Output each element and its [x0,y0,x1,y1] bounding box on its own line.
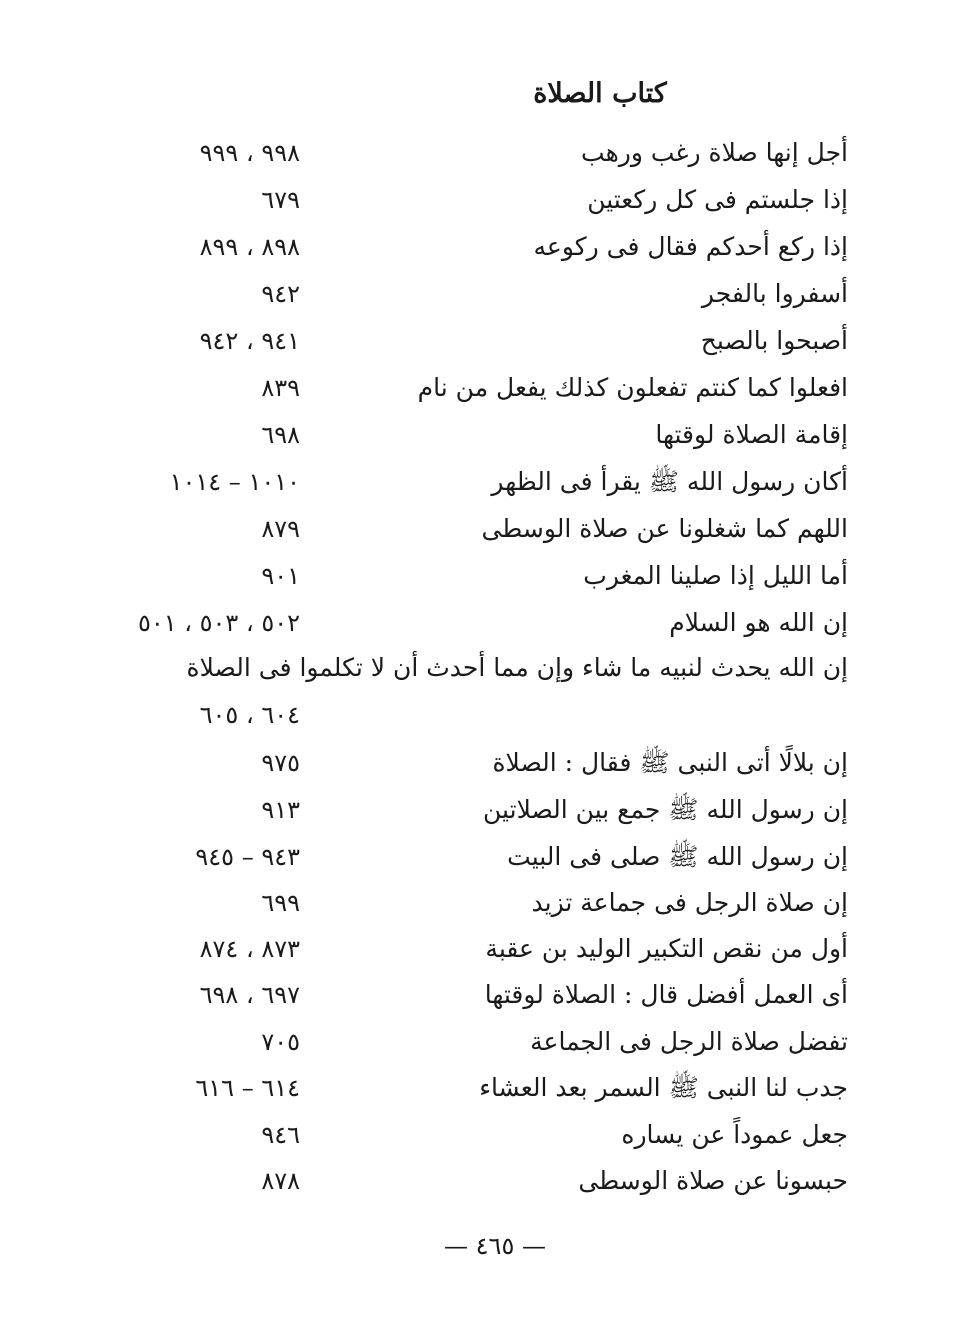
entry-refs: ٨٧٣ ، ٨٧٤ [199,935,300,963]
entry-refs: ٩١٣ [261,796,300,824]
entry-text: إقامة الصلاة لوقتها [655,420,848,449]
entry-text: اللهم كما شغلونا عن صلاة الوسطى [481,514,848,543]
entry-text: أى العمل أفضل قال : الصلاة لوقتها [484,980,848,1009]
entry-text: أسفروا بالفجر [701,279,848,308]
index-entry [150,130,848,176]
index-entry [150,412,848,458]
entry-text: أول من نقص التكبير الوليد بن عقبة [485,934,848,963]
entry-text: جدب لنا النبى ﷺ السمر بعد العشاء [479,1073,848,1102]
index-entry [150,972,848,1018]
index-entry [150,271,848,317]
entry-refs: ٩٤٣ – ٩٤٥ [195,843,300,871]
entry-refs: ٩٤٢ [261,280,300,308]
entry-text: إن رسول الله ﷺ جمع بين الصلاتين [483,795,848,824]
entry-text: إن الله يحدث لنبيه ما شاء وإن مما أحدث أن لا تكلموا فى الصلاة [186,653,848,682]
entry-refs: ٥٠٢ ، ٥٠٣ ، ٥٠١ [137,609,300,637]
index-entry [150,1019,848,1065]
entry-text: أكان رسول الله ﷺ يقرأ فى الظهر [491,467,848,496]
entry-text: أما الليل إذا صلينا المغرب [583,561,848,590]
entry-text: جعل عموداً عن يساره [621,1120,848,1149]
index-entry [150,506,848,552]
index-entry [150,365,848,411]
entry-refs: ٨٣٩ [261,374,300,402]
index-entry [150,880,848,926]
entry-refs: ٩٩٨ ، ٩٩٩ [199,139,300,167]
entry-text: أصبحوا بالصبح [700,326,848,355]
entry-text: إذا ركع أحدكم فقال فى ركوعه [533,232,848,261]
page-number: — ٤٦٥ — [444,1232,546,1260]
entry-text: حبسونا عن صلاة الوسطى [578,1166,848,1195]
index-entry [150,553,848,599]
entry-refs: ٦٧٩ [261,186,300,214]
index-entry [150,318,848,364]
index-entry [150,459,848,505]
entry-refs: ٨٩٨ ، ٨٩٩ [199,233,300,261]
entry-refs: ٨٧٨ [261,1167,300,1195]
entry-refs: ٦٩٧ ، ٦٩٨ [199,981,300,1009]
entry-refs: ٦١٤ – ٦١٦ [195,1074,300,1102]
entry-refs: ٩٤٦ [261,1121,300,1149]
entry-text: أجل إنها صلاة رغب ورهب [581,138,848,167]
entry-text: إن بلالًا أتى النبى ﷺ فقال : الصلاة [492,748,848,777]
entry-text: افعلوا كما كنتم تفعلون كذلك يفعل من نام [417,373,848,402]
index-entry [150,645,848,691]
chapter-title: كتاب الصلاة [533,78,667,109]
entry-text: تفضل صلاة الرجل فى الجماعة [530,1027,848,1056]
index-entry [137,600,848,646]
index-entry [150,1158,848,1204]
index-entry [150,1112,848,1158]
index-entry [150,1065,848,1111]
entry-refs: ٦٩٩ [261,889,300,917]
entry-refs: ٦٩٨ [261,421,300,449]
index-entry [150,834,848,880]
entry-refs: ٩٤١ ، ٩٤٢ [199,327,300,355]
entry-refs: ٦٠٤ ، ٦٠٥ [199,701,300,729]
entry-text: إن رسول الله ﷺ صلى فى البيت [507,842,848,871]
entry-refs: ٩٧٥ [261,749,300,777]
index-entry [150,177,848,223]
entry-refs: ١٠١٠ – ١٠١٤ [169,468,300,496]
entry-text: إذا جلستم فى كل ركعتين [587,185,848,214]
entry-refs: ٧٠٥ [261,1028,300,1056]
entry-text: إن صلاة الرجل فى جماعة تزيد [531,888,848,917]
entry-refs: ٨٧٩ [261,515,300,543]
index-entry [150,224,848,270]
index-entry [150,692,848,738]
index-entry [150,926,848,972]
index-entry [150,740,848,786]
index-entry [150,787,848,833]
entry-refs: ٩٠١ [261,562,300,590]
entry-text: إن الله هو السلام [669,608,848,637]
